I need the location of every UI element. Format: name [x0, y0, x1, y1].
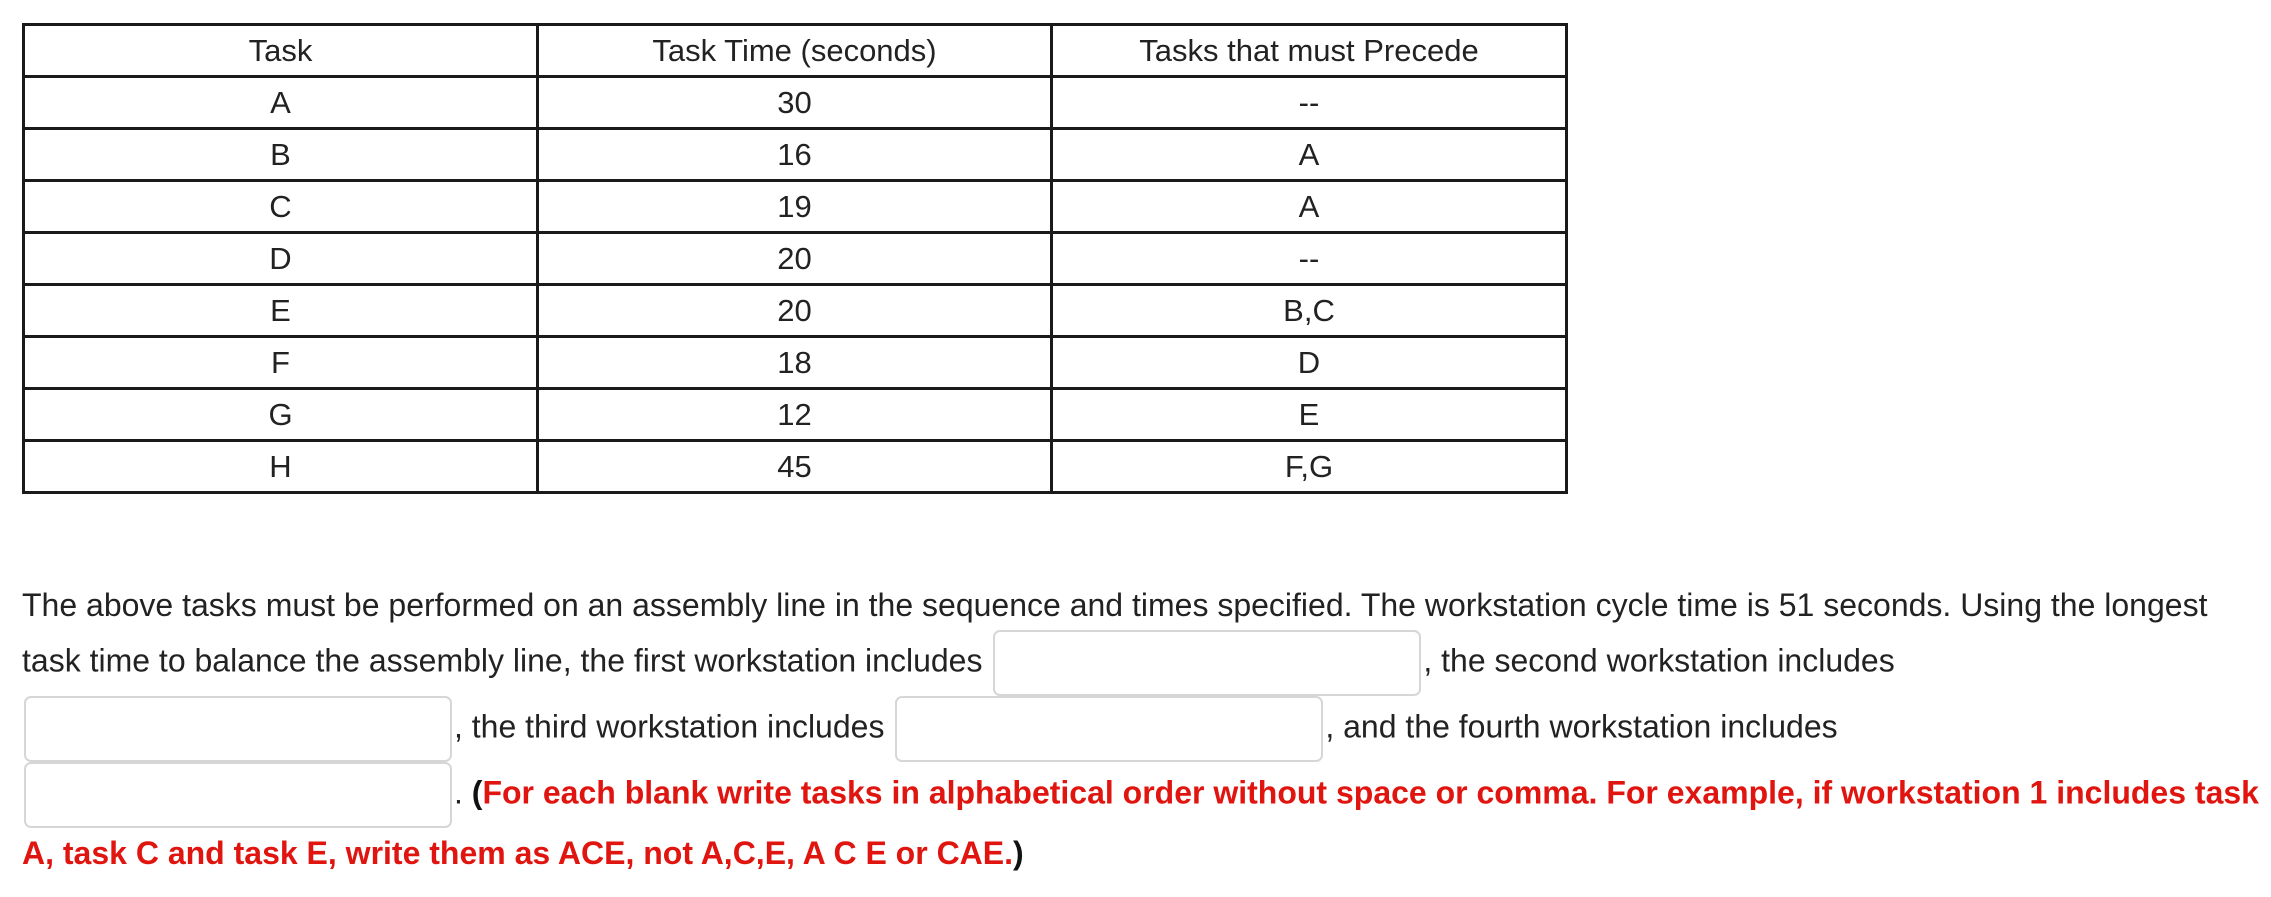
task-time-cell: 45 [538, 441, 1052, 493]
question-text-5: . [454, 774, 472, 811]
question-text-4: , and the fourth workstation includes [1325, 708, 1838, 745]
table-row [24, 233, 1567, 285]
formatting-instruction: For each blank write tasks in alphabetical order without space or comma. For example, if workstation 1 includes task A, task C and task E, write them as ACE, not A,C,E, A C E or CAE. [22, 774, 2259, 871]
task-cell: F [24, 337, 538, 389]
task-cell: A [24, 77, 538, 129]
predecessor-cell: -- [1052, 77, 1567, 129]
table-row [24, 285, 1567, 337]
header-task-time: Task Time (seconds) [538, 25, 1052, 77]
predecessor-cell: D [1052, 337, 1567, 389]
predecessor-cell: A [1052, 181, 1567, 233]
paren-close: ) [1013, 835, 1024, 871]
task-cell: H [24, 441, 538, 493]
task-cell: D [24, 233, 538, 285]
table-row [24, 441, 1567, 493]
task-time-cell: 18 [538, 337, 1052, 389]
workstation-2-input[interactable] [24, 696, 452, 762]
task-time-cell: 20 [538, 233, 1052, 285]
table-row [24, 389, 1567, 441]
table-header-row [24, 25, 1567, 77]
workstation-4-input[interactable] [24, 762, 452, 828]
predecessor-cell: -- [1052, 233, 1567, 285]
task-time-cell: 30 [538, 77, 1052, 129]
task-cell: G [24, 389, 538, 441]
question-text-3: , the third workstation includes [454, 708, 894, 745]
question-text [22, 580, 2262, 878]
task-cell: B [24, 129, 538, 181]
header-predecessors: Tasks that must Precede [1052, 25, 1567, 77]
paren-open: ( [471, 774, 483, 811]
header-task: Task [24, 25, 538, 77]
predecessor-cell: B,C [1052, 285, 1567, 337]
table-row [24, 337, 1567, 389]
predecessor-cell: E [1052, 389, 1567, 441]
task-time-cell: 19 [538, 181, 1052, 233]
task-time-cell: 12 [538, 389, 1052, 441]
predecessor-cell: F,G [1052, 441, 1567, 493]
workstation-3-input[interactable] [895, 696, 1323, 762]
workstation-1-input[interactable] [993, 630, 1421, 696]
task-cell: E [24, 285, 538, 337]
task-cell: C [24, 181, 538, 233]
predecessor-cell: A [1052, 129, 1567, 181]
table-row [24, 77, 1567, 129]
question-text-2: , the second workstation includes [1423, 642, 1895, 679]
table-row [24, 129, 1567, 181]
table-row [24, 181, 1567, 233]
question-intro: The above tasks must be performed on an assembly line in the sequence and times specified. The workstation cycle time is 51 seconds. Using the longest task time to balance the assembly line, the first workstation includes [22, 587, 2208, 679]
task-time-cell: 20 [538, 285, 1052, 337]
task-time-cell: 16 [538, 129, 1052, 181]
precedence-table [22, 23, 1568, 494]
